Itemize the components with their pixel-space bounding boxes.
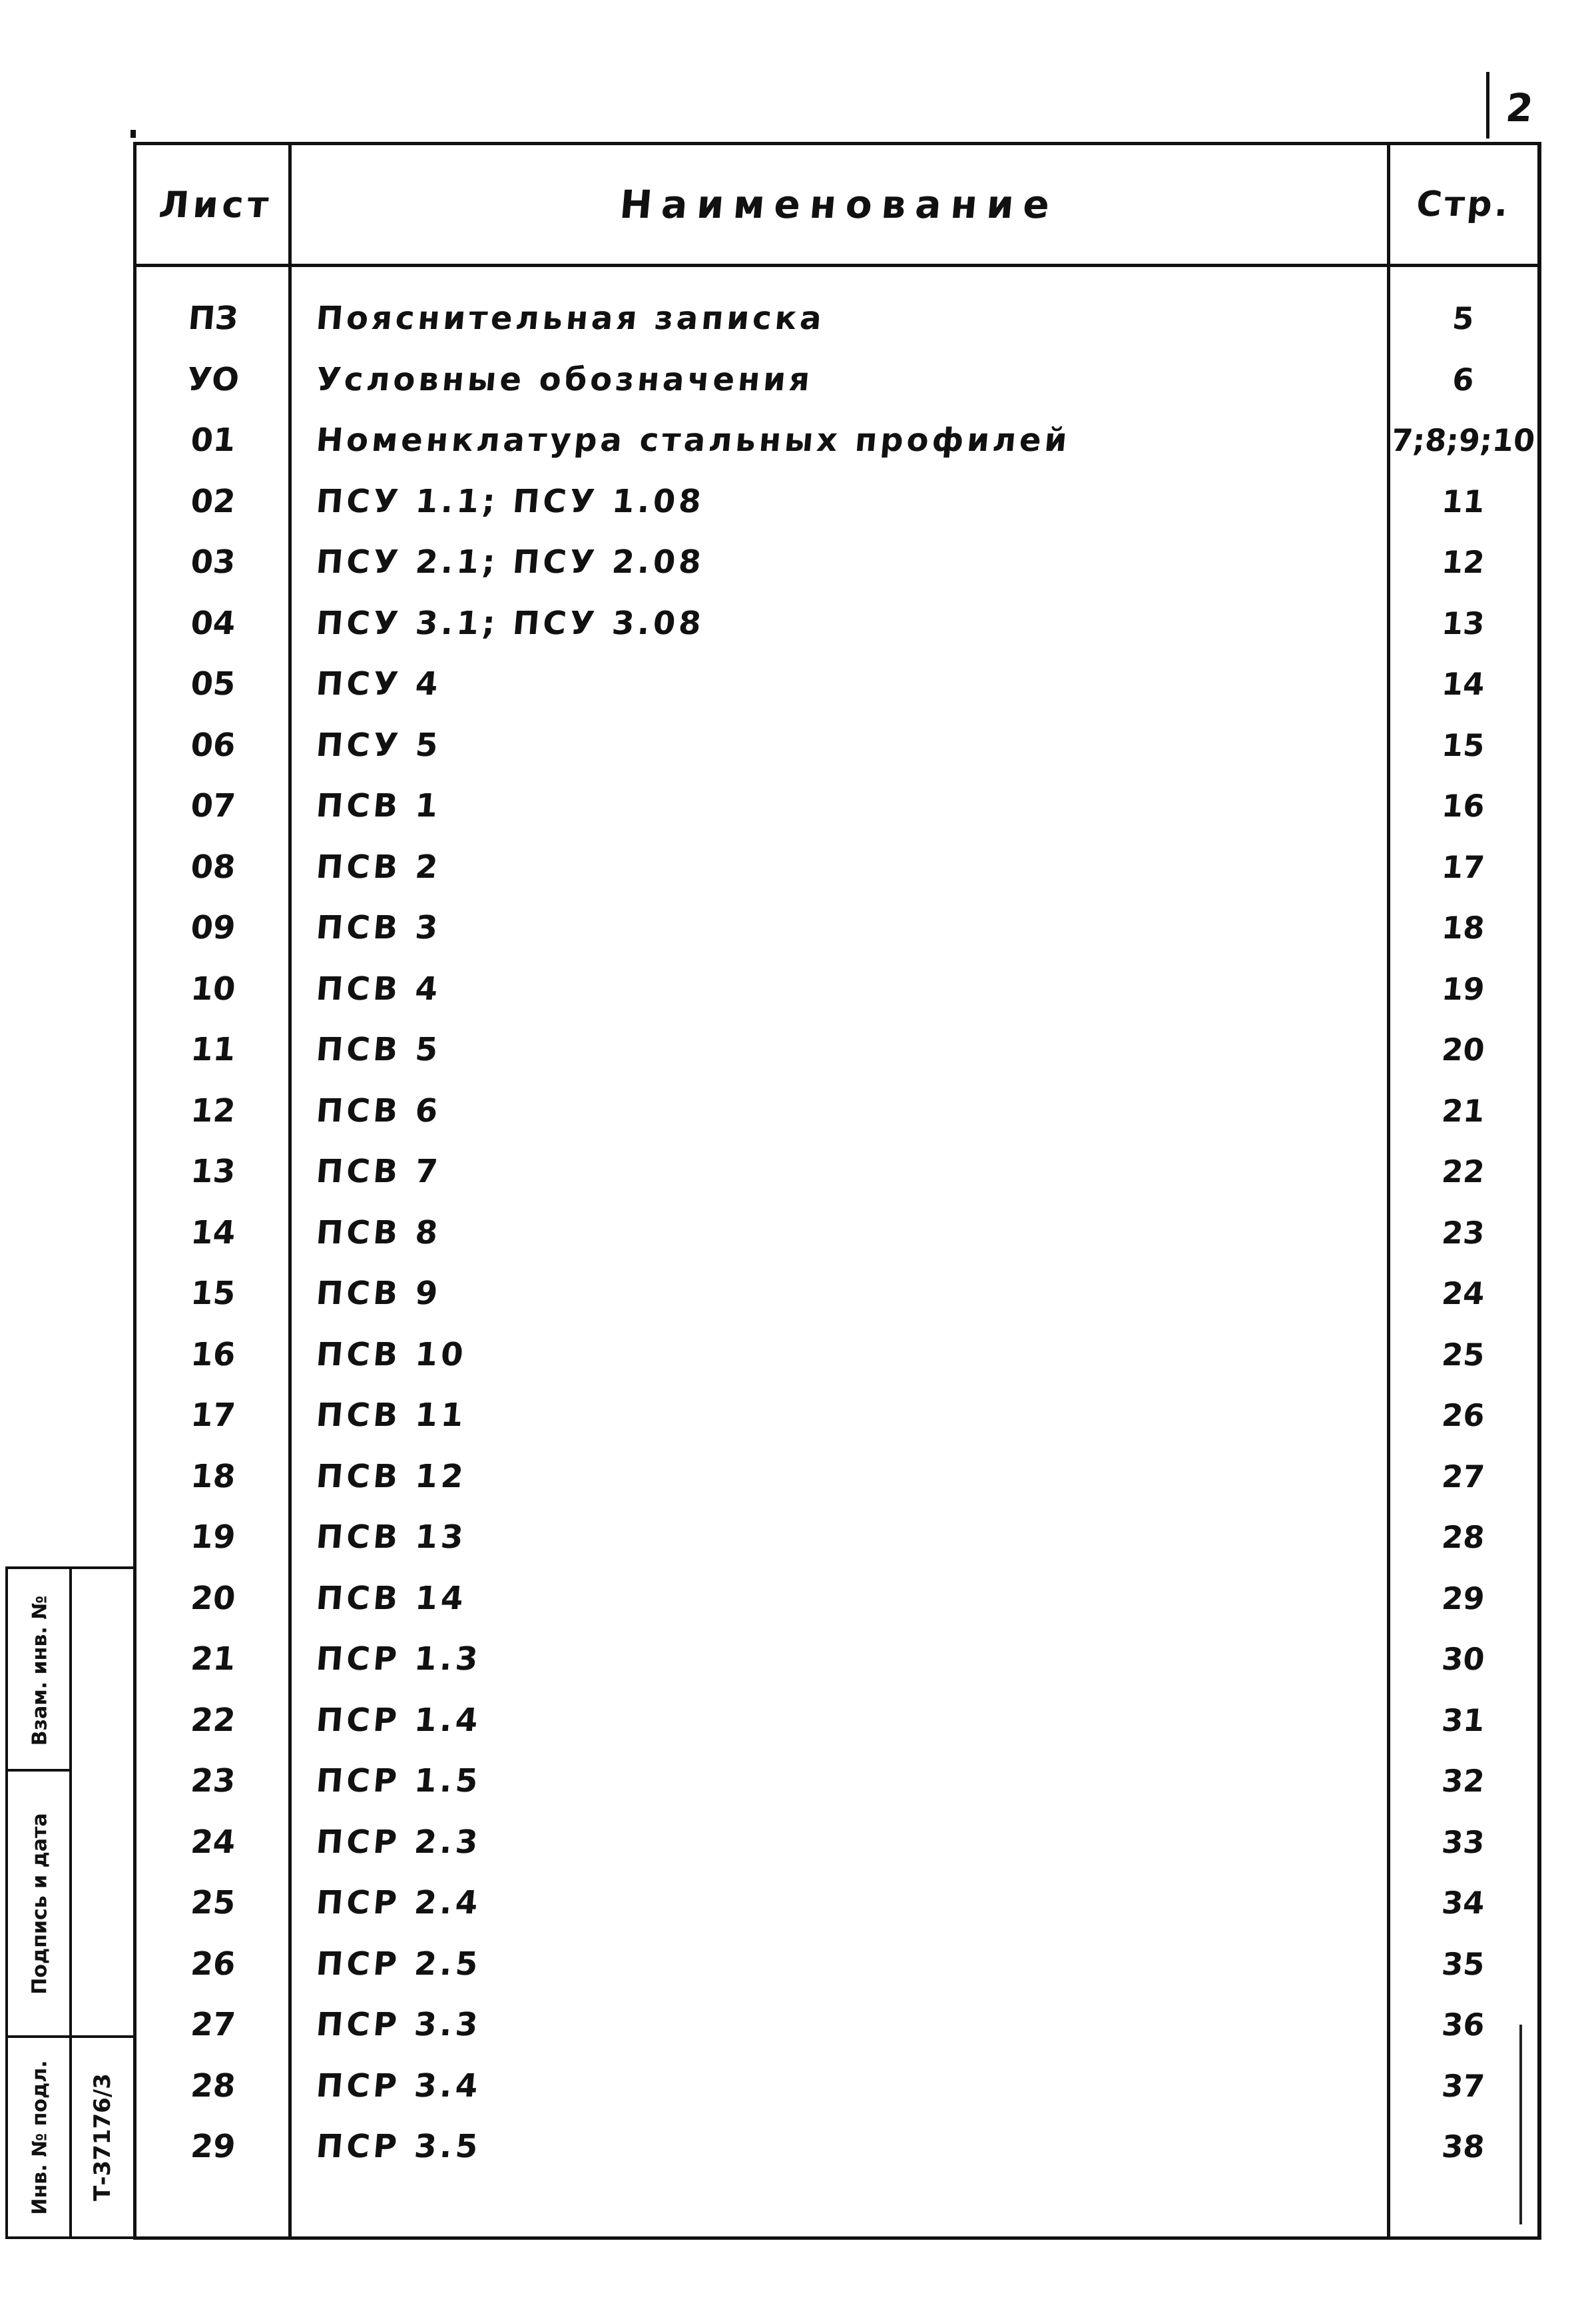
row-sheet: 11 — [189, 1031, 237, 1068]
row-name: ПСУ 2.1; ПСУ 2.08 — [314, 543, 706, 581]
table-row — [136, 1629, 1537, 1690]
row-page: 27 — [1440, 1458, 1486, 1494]
row-page: 36 — [1440, 2007, 1486, 2043]
table-row — [136, 776, 1537, 837]
row-page: 6 — [1451, 361, 1475, 398]
row-name: ПСР 2.5 — [314, 1945, 483, 1983]
row-page: 33 — [1440, 1824, 1486, 1860]
table-row — [136, 715, 1537, 777]
row-sheet: 05 — [189, 665, 237, 703]
table-row — [136, 1690, 1537, 1752]
row-page: 13 — [1440, 605, 1486, 641]
row-name: ПСУ 4 — [314, 665, 443, 703]
row-sheet: УО — [185, 360, 241, 398]
row-page: 37 — [1440, 2067, 1486, 2104]
table-row — [136, 1995, 1537, 2056]
table-row — [136, 1751, 1537, 1812]
row-name: ПСВ 10 — [314, 1335, 469, 1373]
table-row — [136, 1081, 1537, 1142]
row-page: 15 — [1440, 727, 1486, 763]
row-sheet: 18 — [189, 1457, 237, 1495]
table-row — [136, 472, 1537, 533]
row-name: ПСВ 9 — [314, 1275, 443, 1312]
header-divider — [136, 264, 1537, 267]
row-sheet: 09 — [189, 909, 237, 946]
row-name: ПСР 2.4 — [314, 1884, 483, 1921]
row-name: ПСУ 3.1; ПСУ 3.08 — [314, 604, 706, 642]
row-sheet: 27 — [189, 2006, 237, 2043]
stamp-label-signature-date: Подпись и дата — [28, 1812, 52, 1995]
row-sheet: 21 — [189, 1640, 237, 1678]
stamp-value-inv-original: Т-37176/3 — [89, 2073, 117, 2201]
row-page: 11 — [1440, 483, 1486, 519]
row-page: 28 — [1440, 1519, 1486, 1555]
row-page: 20 — [1440, 1032, 1486, 1068]
row-page: 38 — [1440, 2129, 1486, 2164]
row-page: 30 — [1440, 1641, 1486, 1677]
row-name: ПСВ 1 — [314, 787, 443, 825]
table-row — [136, 1020, 1537, 1081]
row-name: ПСВ 4 — [314, 970, 443, 1008]
row-name: Пояснительная записка — [314, 300, 827, 337]
table-row — [136, 1263, 1537, 1325]
row-name: ПСР 1.3 — [314, 1640, 483, 1678]
table-row — [136, 288, 1537, 350]
row-page: 32 — [1440, 1763, 1486, 1799]
row-sheet: 07 — [189, 787, 237, 825]
row-name: ПСУ 5 — [314, 726, 443, 764]
row-page: 19 — [1440, 970, 1486, 1007]
table-row — [136, 410, 1537, 472]
table-row — [136, 1142, 1537, 1203]
table-body — [136, 288, 1537, 2178]
row-name: Номенклатура стальных профилей — [314, 422, 1072, 459]
row-page: 23 — [1440, 1214, 1486, 1251]
row-sheet: 06 — [189, 726, 237, 764]
row-name: ПСВ 14 — [314, 1579, 469, 1617]
header-sheet: Лист — [157, 183, 274, 226]
row-sheet: 29 — [189, 2128, 237, 2165]
row-name: ПСР 1.4 — [314, 1701, 483, 1739]
row-page: 14 — [1440, 666, 1486, 702]
row-sheet: 13 — [189, 1153, 237, 1190]
row-sheet: 04 — [189, 604, 237, 642]
table-row — [136, 350, 1537, 411]
table-row — [136, 1385, 1537, 1447]
row-page: 21 — [1440, 1092, 1486, 1129]
row-sheet: 16 — [189, 1335, 237, 1373]
row-sheet: 20 — [189, 1579, 237, 1617]
row-sheet: 23 — [189, 1762, 237, 1800]
row-name: ПСВ 6 — [314, 1092, 443, 1130]
table-row — [136, 1934, 1537, 1995]
row-page: 22 — [1440, 1154, 1486, 1189]
contents-table — [133, 142, 1541, 2240]
row-sheet: ПЗ — [186, 300, 240, 337]
row-page: 7;8;9;10 — [1390, 422, 1537, 458]
row-sheet: 15 — [189, 1275, 237, 1312]
row-name: ПСВ 11 — [314, 1397, 469, 1434]
stamp-label-inv-original: Инв. № подл. — [28, 2059, 52, 2215]
table-row — [136, 532, 1537, 593]
row-sheet: 28 — [189, 2067, 237, 2105]
row-page: 25 — [1440, 1336, 1486, 1373]
row-name: ПСР 3.3 — [314, 2006, 483, 2043]
row-page: 29 — [1440, 1580, 1486, 1616]
table-row — [136, 593, 1537, 655]
table-row — [136, 1203, 1537, 1264]
scan-artifact-line — [1519, 2025, 1522, 2224]
row-name: ПСР 3.4 — [314, 2067, 483, 2105]
row-name: ПСУ 1.1; ПСУ 1.08 — [314, 482, 706, 520]
row-sheet: 12 — [189, 1092, 237, 1130]
row-page: 34 — [1440, 1885, 1486, 1921]
page-number: 2 — [1503, 85, 1535, 131]
row-sheet: 25 — [189, 1884, 237, 1921]
table-row — [136, 2117, 1537, 2178]
row-page: 16 — [1440, 788, 1486, 824]
row-page: 26 — [1440, 1397, 1486, 1433]
row-name: ПСВ 2 — [314, 848, 443, 886]
row-sheet: 14 — [189, 1213, 237, 1251]
table-row — [136, 898, 1537, 959]
row-sheet: 03 — [189, 543, 237, 581]
row-name: ПСВ 3 — [314, 909, 443, 946]
table-row — [136, 1812, 1537, 1873]
row-name: ПСВ 7 — [314, 1153, 443, 1190]
approval-stamp — [5, 1566, 136, 2239]
row-sheet: 01 — [189, 422, 237, 459]
row-page: 17 — [1440, 848, 1486, 885]
row-sheet: 19 — [189, 1518, 237, 1556]
row-sheet: 26 — [189, 1945, 237, 1983]
row-sheet: 08 — [189, 848, 237, 886]
row-sheet: 22 — [189, 1701, 237, 1739]
table-row — [136, 1873, 1537, 1934]
table-row — [136, 654, 1537, 715]
table-row — [136, 959, 1537, 1020]
row-name: ПСВ 13 — [314, 1518, 469, 1556]
row-name: ПСВ 12 — [314, 1457, 469, 1495]
table-row — [136, 1568, 1537, 1630]
row-page: 35 — [1440, 1945, 1486, 1982]
table-row — [136, 1447, 1537, 1508]
row-sheet: 10 — [189, 970, 237, 1008]
row-name: ПСВ 8 — [314, 1213, 443, 1251]
row-sheet: 02 — [189, 482, 237, 520]
row-sheet: 17 — [189, 1397, 237, 1434]
row-page: 12 — [1440, 544, 1486, 580]
row-sheet: 24 — [189, 1823, 237, 1861]
frame-corner-mark — [131, 130, 136, 138]
header-name: Наименование — [618, 182, 1061, 227]
table-row — [136, 2056, 1537, 2117]
table-row — [136, 1507, 1537, 1568]
row-page: 5 — [1451, 300, 1475, 336]
row-name: ПСР 1.5 — [314, 1762, 483, 1800]
page-number-divider — [1486, 72, 1489, 139]
stamp-label-replaced-inv: Взам. инв. № — [28, 1595, 52, 1746]
row-page: 31 — [1440, 1702, 1486, 1738]
row-name: ПСР 2.3 — [314, 1823, 483, 1861]
header-page: Стр. — [1414, 184, 1513, 224]
row-page: 24 — [1440, 1275, 1486, 1311]
table-row — [136, 1325, 1537, 1386]
row-name: Условные обозначения — [314, 360, 815, 398]
row-page: 18 — [1440, 910, 1486, 946]
table-row — [136, 837, 1537, 898]
row-name: ПСР 3.5 — [314, 2128, 483, 2165]
row-name: ПСВ 5 — [314, 1031, 443, 1068]
